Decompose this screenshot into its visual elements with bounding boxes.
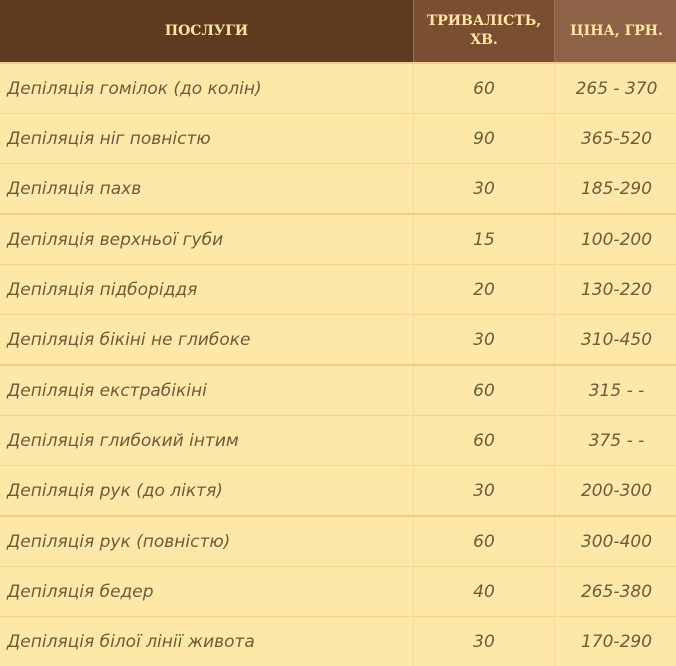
table-row (0, 63, 676, 114)
table-row (0, 164, 676, 215)
service-price: 185-290 (555, 164, 676, 215)
table-row (0, 365, 676, 416)
service-name: Депіляція пахв (0, 164, 414, 215)
header-price: ЦІНА, ГРН. (555, 0, 676, 63)
table-header-row (0, 0, 676, 63)
service-price: 265-380 (555, 567, 676, 617)
table-row (0, 567, 676, 617)
service-duration: 60 (414, 516, 555, 567)
service-name: Депіляція підборіддя (0, 265, 414, 315)
service-price: 375 - - (555, 416, 676, 466)
service-duration: 20 (414, 265, 555, 315)
service-price: 300-400 (555, 516, 676, 567)
service-price: 365-520 (555, 114, 676, 164)
service-name: Депіляція глибокий інтим (0, 416, 414, 466)
service-duration: 60 (414, 416, 555, 466)
service-duration: 30 (414, 466, 555, 517)
table-body (0, 63, 676, 666)
service-duration: 30 (414, 617, 555, 666)
header-services: ПОСЛУГИ (0, 0, 414, 63)
service-price: 200-300 (555, 466, 676, 517)
header-duration-line2: ХВ. (470, 32, 498, 48)
service-duration: 30 (414, 164, 555, 215)
service-duration: 30 (414, 315, 555, 366)
header-duration (414, 0, 555, 63)
table-row (0, 265, 676, 315)
service-name: Депіляція гомілок (до колін) (0, 63, 414, 114)
service-price: 130-220 (555, 265, 676, 315)
table-row (0, 516, 676, 567)
service-duration: 60 (414, 365, 555, 416)
service-price: 315 - - (555, 365, 676, 416)
service-price: 265 - 370 (555, 63, 676, 114)
service-name: Депіляція бедер (0, 567, 414, 617)
table-row (0, 214, 676, 265)
service-name: Депіляція рук (до ліктя) (0, 466, 414, 517)
service-price: 100-200 (555, 214, 676, 265)
table-row (0, 114, 676, 164)
service-duration: 90 (414, 114, 555, 164)
service-duration: 60 (414, 63, 555, 114)
service-duration: 40 (414, 567, 555, 617)
service-name: Депіляція ніг повністю (0, 114, 414, 164)
table-row (0, 315, 676, 366)
service-name: Депіляція бікіні не глибоке (0, 315, 414, 366)
service-price: 310-450 (555, 315, 676, 366)
service-price: 170-290 (555, 617, 676, 666)
table-row (0, 416, 676, 466)
header-duration-line1: ТРИВАЛІСТЬ, (427, 13, 541, 29)
service-name: Депіляція верхньої губи (0, 214, 414, 265)
table-row (0, 466, 676, 517)
service-name: Депіляція рук (повністю) (0, 516, 414, 567)
service-name: Депіляція білої лінії живота (0, 617, 414, 666)
service-name: Депіляція екстрабікіні (0, 365, 414, 416)
service-duration: 15 (414, 214, 555, 265)
table-row (0, 617, 676, 666)
